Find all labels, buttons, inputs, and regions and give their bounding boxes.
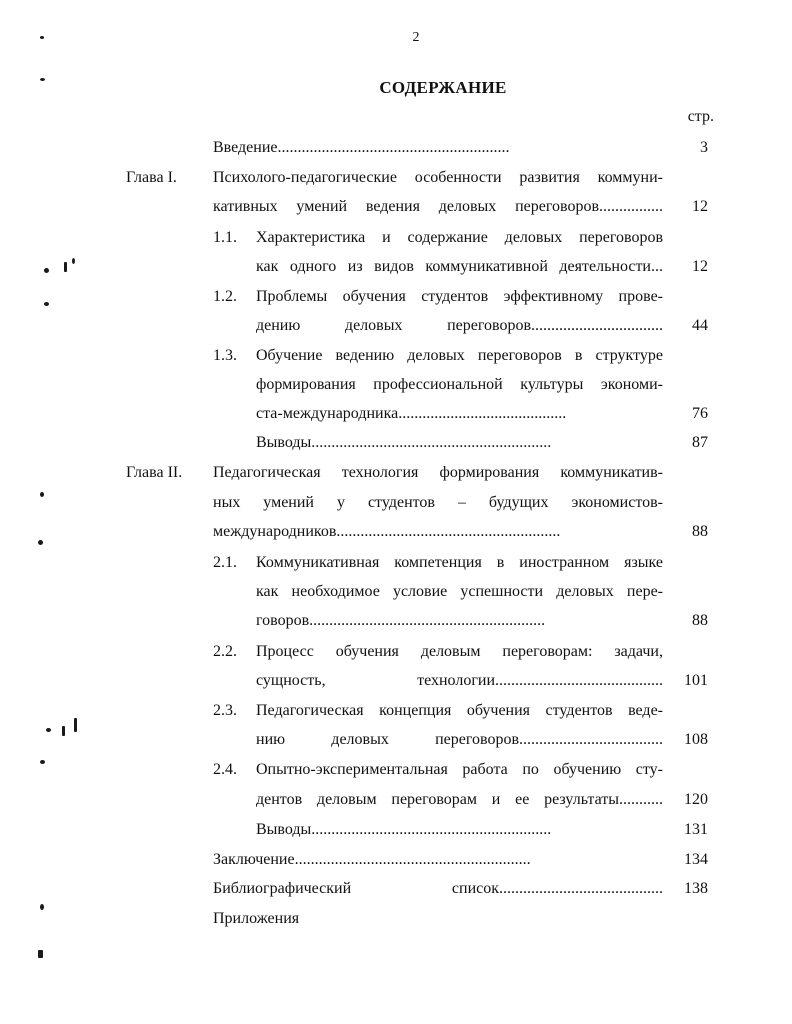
chapter-1-title-line: кативных умений ведения деловых переговоров................ bbox=[213, 198, 663, 215]
section-1-1-title-line: как одного из видов коммуникативной деятельности... bbox=[256, 258, 663, 275]
toc-conclusion-page: 134 bbox=[684, 851, 708, 868]
section-1-3-page: 76 bbox=[692, 405, 708, 422]
section-1-2-number: 1.2. bbox=[213, 288, 237, 305]
chapter-2-page: 88 bbox=[692, 523, 708, 540]
chapter-2-title-line: международников........................................................ bbox=[213, 523, 561, 540]
chapter-2-conclusions: Выводы............................................................ bbox=[256, 821, 552, 838]
section-1-3-title-line: формирования профессиональной культуры экономи- bbox=[256, 376, 663, 393]
scan-speck bbox=[40, 492, 44, 497]
chapter-1-page: 12 bbox=[692, 198, 708, 215]
chapter-1-title-line: Психолого-педагогические особенности развития коммуни- bbox=[213, 169, 663, 186]
section-1-2-title-line: дению деловых переговоров................................. bbox=[256, 317, 663, 334]
section-2-4-title-line: Опытно-экспериментальная работа по обучению сту- bbox=[256, 761, 663, 778]
section-1-1-number: 1.1. bbox=[213, 229, 237, 246]
section-1-1-page: 12 bbox=[692, 258, 708, 275]
section-2-1-title-line: Коммуникативная компетенция в иностранном языке bbox=[256, 554, 663, 571]
scan-speck bbox=[74, 718, 77, 732]
page-title: СОДЕРЖАНИЕ bbox=[379, 78, 507, 97]
scan-speck bbox=[40, 36, 44, 39]
toc-bibliography-page: 138 bbox=[684, 880, 708, 897]
scan-speck bbox=[46, 728, 51, 732]
toc-intro: Введение.......................................................... bbox=[213, 139, 510, 156]
scan-speck bbox=[40, 760, 45, 764]
toc-intro-page: 3 bbox=[700, 139, 708, 156]
scan-speck bbox=[72, 258, 75, 264]
toc-appendices: Приложения bbox=[213, 910, 300, 927]
section-1-3-title-line: ста-международника.......................................... bbox=[256, 405, 567, 422]
page-column-header: стр. bbox=[687, 108, 714, 125]
section-1-2-title-line: Проблемы обучения студентов эффективному прове- bbox=[256, 288, 663, 305]
section-2-1-title-line: говоров........................................................... bbox=[256, 612, 546, 629]
scan-speck bbox=[44, 268, 49, 273]
section-2-2-number: 2.2. bbox=[213, 643, 237, 660]
scan-speck bbox=[38, 950, 43, 958]
section-2-2-title-line: Процесс обучения деловым переговорам: задачи, bbox=[256, 643, 663, 660]
section-2-3-title-line: Педагогическая концепция обучения студентов веде- bbox=[256, 702, 663, 719]
chapter-2-label: Глава II. bbox=[126, 464, 183, 481]
toc-bibliography: Библиографический список......................................... bbox=[213, 880, 663, 897]
section-2-3-page: 108 bbox=[684, 731, 708, 748]
section-2-2-title-line: сущность, технологии.......................................... bbox=[256, 672, 663, 689]
page-number: 2 bbox=[412, 30, 420, 45]
section-2-4-title-line: дентов деловым переговорам и ее результаты........... bbox=[256, 791, 663, 808]
section-2-3-title-line: нию деловых переговоров.................................... bbox=[256, 731, 663, 748]
scan-speck bbox=[38, 540, 43, 545]
chapter-1-conclusions: Выводы............................................................ bbox=[256, 434, 552, 451]
section-1-3-title-line: Обучение ведению деловых переговоров в структуре bbox=[256, 347, 663, 364]
chapter-2-title-line: Педагогическая технология формирования коммуникатив- bbox=[213, 464, 663, 481]
chapter-1-label: Глава I. bbox=[126, 169, 177, 186]
scan-speck bbox=[40, 904, 44, 910]
scan-speck bbox=[44, 302, 49, 306]
scan-speck bbox=[62, 726, 65, 736]
section-2-3-number: 2.3. bbox=[213, 702, 237, 719]
section-2-4-page: 120 bbox=[684, 791, 708, 808]
section-2-1-page: 88 bbox=[692, 612, 708, 629]
toc-conclusion: Заключение........................................................... bbox=[213, 851, 531, 868]
section-1-3-number: 1.3. bbox=[213, 347, 237, 364]
chapter-2-conclusions-page: 131 bbox=[684, 821, 708, 838]
section-2-1-title-line: как необходимое условие успешности деловых пере- bbox=[256, 583, 663, 600]
section-2-2-page: 101 bbox=[684, 672, 708, 689]
chapter-1-conclusions-page: 87 bbox=[692, 434, 708, 451]
section-1-1-title-line: Характеристика и содержание деловых переговоров bbox=[256, 229, 663, 246]
section-1-2-page: 44 bbox=[692, 317, 708, 334]
chapter-2-title-line: ных умений у студентов – будущих экономистов- bbox=[213, 494, 663, 511]
scan-speck bbox=[64, 262, 67, 272]
section-2-4-number: 2.4. bbox=[213, 761, 237, 778]
section-2-1-number: 2.1. bbox=[213, 554, 237, 571]
